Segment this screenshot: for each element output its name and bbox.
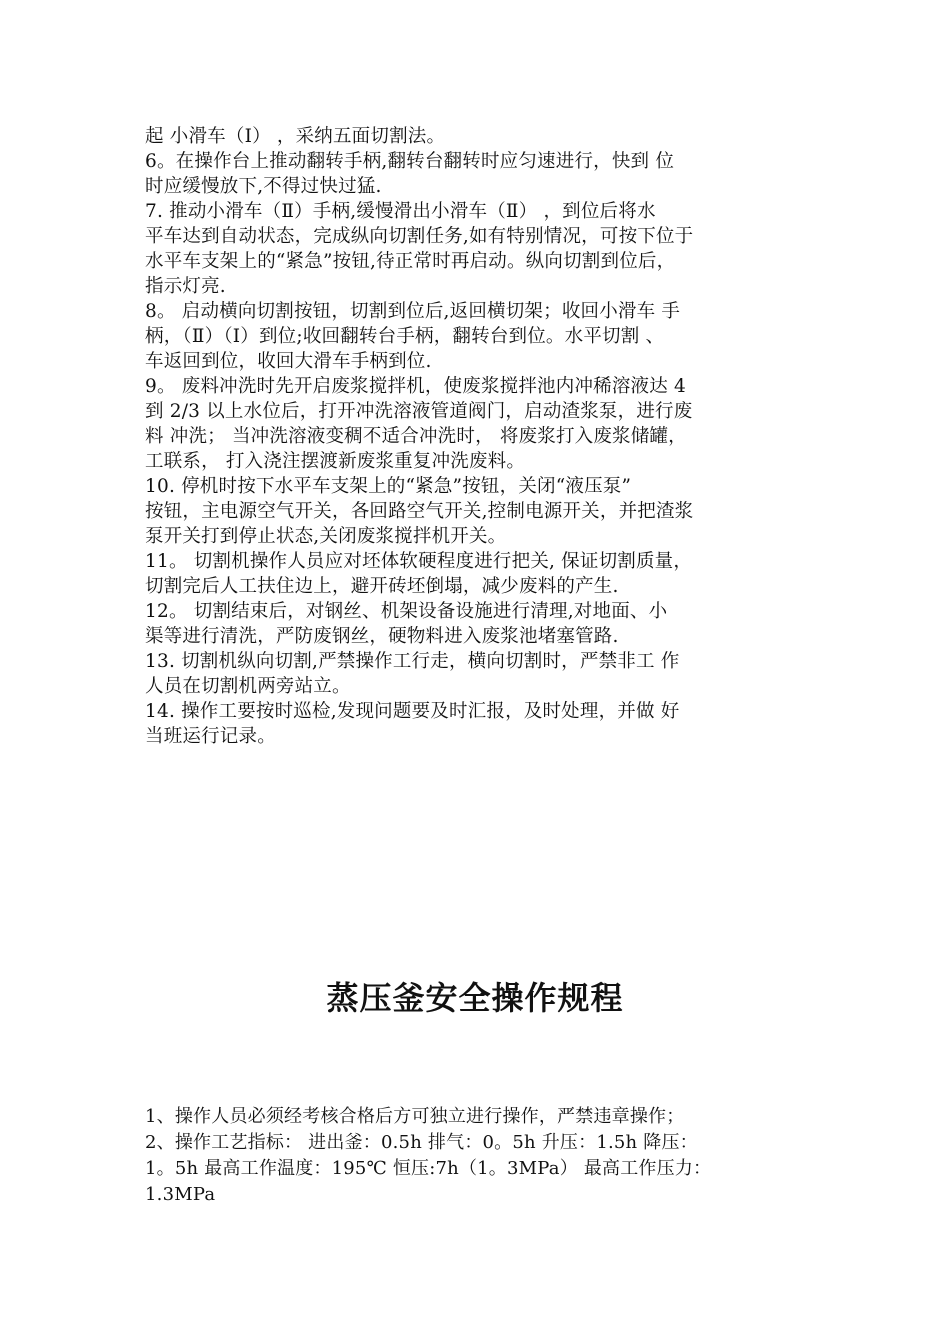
text-line: 6。在操作台上推动翻转手柄,翻转台翻转时应匀速进行，快到 位	[145, 151, 675, 172]
cutting-procedure-text	[145, 124, 815, 749]
text-line: 时应缓慢放下,不得过快过猛.	[145, 176, 382, 197]
text-line: 8。 启动横向切割按钮，切割到位后,返回横切架；收回小滑车 手	[145, 301, 681, 322]
text-line: 2、操作工艺指标： 进出釜：0.5h 排气：0。5h 升压：1.5h 降压：	[145, 1132, 698, 1153]
text-line: 工联系， 打入浇注摆渡新废浆重复冲洗废料。	[145, 451, 526, 472]
text-line: 平车达到自动状态，完成纵向切割任务,如有特别情况，可按下位于	[145, 226, 694, 247]
text-line: 7. 推动小滑车（Ⅱ）手柄,缓慢滑出小滑车（Ⅱ） ，到位后将水	[145, 201, 656, 222]
autoclave-procedure-text	[145, 1104, 835, 1208]
text-line: 切割完后人工扶住边上，避开砖坯倒塌，减少废料的产生.	[145, 576, 619, 597]
page-title: 蒸压釜安全操作规程	[326, 979, 624, 1017]
text-line: 人员在切割机两旁站立。	[145, 676, 351, 697]
text-line: 料 冲洗； 当冲洗溶液变稠不适合冲洗时， 将废浆打入废浆储罐，	[145, 426, 687, 447]
text-line: 10. 停机时按下水平车支架上的“紧急”按钮，关闭“液压泵”	[145, 476, 632, 497]
text-line: 当班运行记录。	[145, 726, 276, 747]
text-line: 9。 废料冲洗时先开启废浆搅拌机，使废浆搅拌池内冲稀溶液达 4	[145, 376, 687, 397]
text-line: 12。 切割结束后，对钢丝、机架设备设施进行清理,对地面、小	[145, 601, 668, 622]
text-line: 1。5h 最高工作温度：195℃ 恒压:7h（1。3MPa） 最高工作压力：	[145, 1158, 712, 1179]
text-line: 13. 切割机纵向切割,严禁操作工行走，横向切割时，严禁非工 作	[145, 651, 680, 672]
text-line: 1、操作人员必须经考核合格后方可独立进行操作，严禁违章操作；	[145, 1106, 685, 1127]
text-line: 到 2/3 以上水位后，打开冲洗溶液管道阀门，启动渣浆泵，进行废	[145, 401, 693, 422]
text-line: 水平车支架上的“紧急”按钮,待正常时再启动。纵向切割到位后，	[145, 251, 676, 272]
text-line: 按钮，主电源空气开关，各回路空气开关,控制电源开关，并把渣浆	[145, 501, 694, 522]
text-line: 1.3MPa	[145, 1184, 216, 1205]
text-line: 指示灯亮.	[145, 276, 226, 297]
text-line: 泵开关打到停止状态,关闭废浆搅拌机开关。	[145, 526, 507, 547]
text-line: 车返回到位，收回大滑车手柄到位.	[145, 351, 432, 372]
text-line: 渠等进行清洗，严防废钢丝，硬物料进入废浆池堵塞管路.	[145, 626, 619, 647]
text-line: 14. 操作工要按时巡检,发现问题要及时汇报，及时处理，并做 好	[145, 701, 680, 722]
text-line: 起 小滑车（Ⅰ） ，采纳五面切割法。	[145, 126, 446, 147]
text-line: 柄，（Ⅱ）（Ⅰ）到位;收回翻转台手柄，翻转台到位。水平切割 、	[145, 326, 665, 347]
text-line: 11。 切割机操作人员应对坯体软硬程度进行把关, 保证切割质量，	[145, 551, 693, 572]
